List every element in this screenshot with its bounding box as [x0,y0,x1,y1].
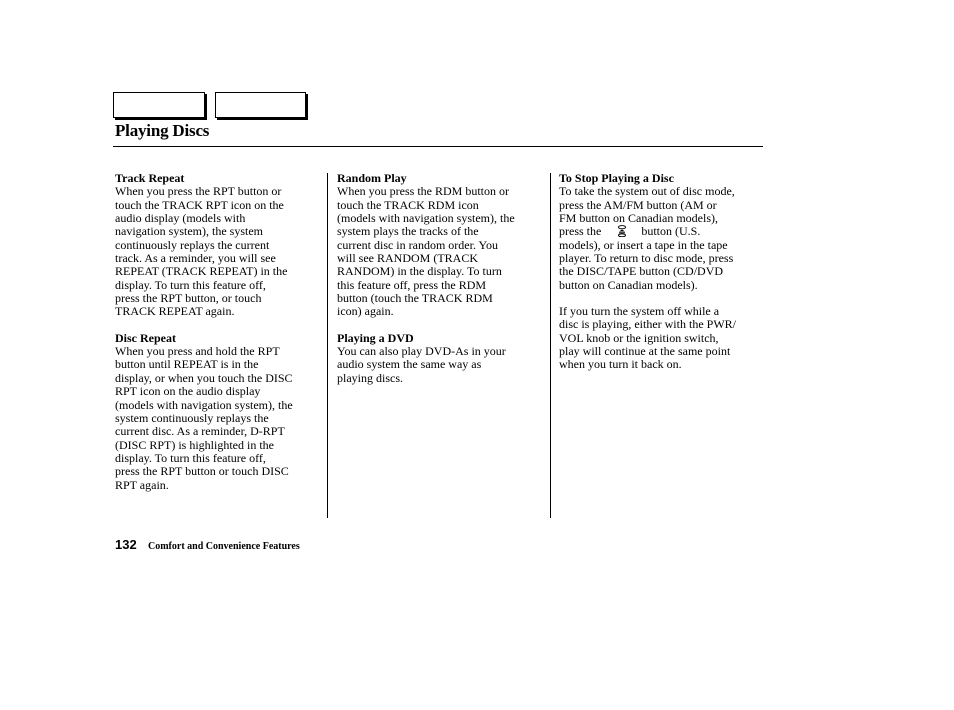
section-random-play [337,172,543,319]
section-playing-dvd [337,332,543,385]
eject-disc-icon [617,225,627,237]
heading-disc-repeat: Disc Repeat [115,330,176,345]
nav-tab-box-1[interactable] [113,92,205,118]
section-stop-playing [559,172,763,372]
page-title: Playing Discs [115,121,210,140]
page-number: 132 [115,537,137,552]
section-disc-repeat [115,332,321,492]
title-rule [113,146,763,147]
column-1 [115,172,321,505]
body-stop-playing-pre: To take the system out of disc mode, press the AM/FM button (AM or FM button on Canadian models), press the [559,184,735,239]
footer-section-title: Comfort and Convenience Features [148,541,300,552]
body-disc-repeat: When you press and hold the RPT button until REPEAT is in the display, or when you touch the DISC RPT icon on the audio display (models with navigation system), the system continuously replays the current disc. As a reminder, D-RPT (DISC RPT) is highlighted in the display. To turn this feature off, press the RPT button or touch DISC RPT again. [115,344,293,492]
column-3 [559,172,763,385]
body-playing-dvd: You can also play DVD-As in your audio system the same way as playing discs. [337,344,506,385]
body-stop-playing-post: button (U.S. models), or insert a tape in the tape player. To return to disc mode, press the DISC/TAPE button (CD/DVD button on Canadian models). [559,224,734,292]
body-system-off: If you turn the system off while a disc is playing, either with the PWR/ VOL knob or the ignition switch, play will continue at the same point when you turn it back on. [559,304,736,372]
section-track-repeat [115,172,321,319]
heading-stop-playing: To Stop Playing a Disc [559,171,674,185]
body-track-repeat: When you press the RPT button or touch the TRACK RPT icon on the audio display (models with navigation system), the system continuously replays the current track. As a reminder, you will see REPEAT (TRACK REPEAT) in the display. To turn this feature off, press the RPT button, or touch TRACK REPEAT again. [115,184,288,319]
heading-track-repeat: Track Repeat [115,171,185,185]
body-random-play: When you press the RDM button or touch the TRACK RDM icon (models with navigation system), the system plays the tracks of the current disc in random order. You will see RANDOM (TRACK RANDOM) in the display. To turn this feature off, press the RDM button (touch the TRACK RDM icon) again. [337,184,515,319]
column-divider-2 [550,173,551,518]
body-stop-playing [559,185,763,292]
nav-tab-box-2[interactable] [215,92,306,118]
column-2 [337,172,543,398]
heading-random-play: Random Play [337,171,407,185]
column-divider-1 [327,173,328,518]
heading-playing-dvd: Playing a DVD [337,330,414,345]
